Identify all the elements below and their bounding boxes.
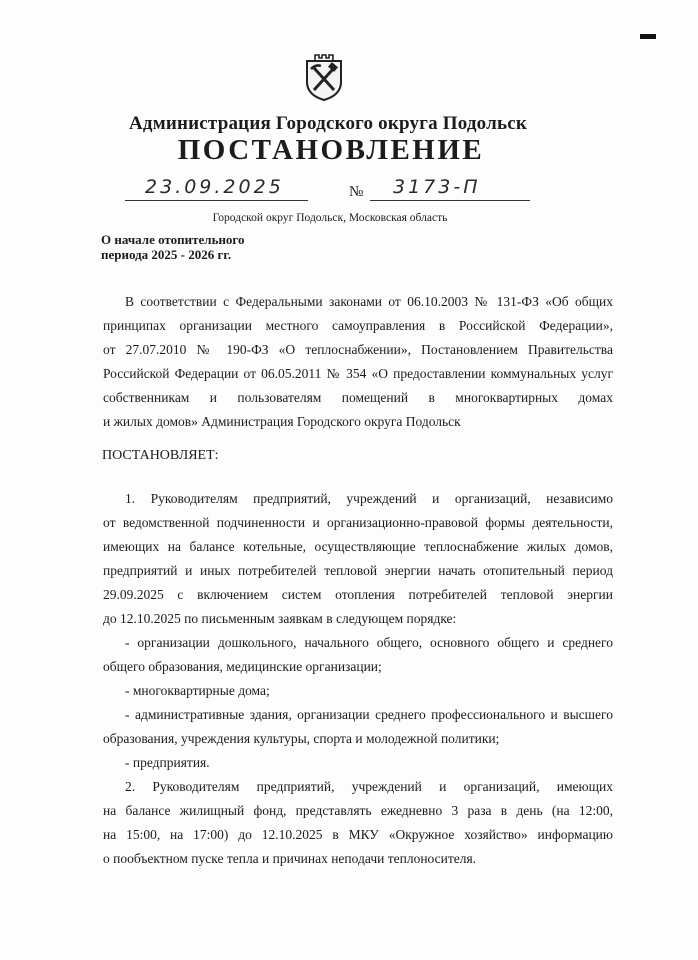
document-type: ПОСТАНОВЛЕНИЕ bbox=[177, 134, 485, 166]
document-place: Городской округ Подольск, Московская область bbox=[212, 212, 448, 224]
preamble-line: принципах организации местного самоуправления в Российской Федерации», bbox=[103, 318, 613, 333]
order-list-item: общего образования, медицинские организации; bbox=[103, 659, 382, 674]
clause-1-line: 29.09.2025 с включением систем отопления потребителей тепловой энергии bbox=[103, 587, 613, 602]
order-list-item: - организации дошкольного, начального общего, основного общего и среднего bbox=[125, 635, 613, 650]
document-date: 23.09.2025 bbox=[145, 176, 284, 198]
clause-2-line: о пообъектном пуске тепла и причинах неподачи теплоносителя. bbox=[103, 851, 477, 866]
organization-name: Администрация Городского округа Подольск bbox=[128, 113, 527, 134]
number-underline bbox=[370, 200, 530, 201]
clause-2-line: 2. Руководителям предприятий, учреждений и организаций, имеющих bbox=[125, 779, 613, 794]
subject-line: периода 2025 - 2026 гг. bbox=[101, 247, 232, 262]
document-number: 3173-П bbox=[393, 176, 481, 198]
clause-2-line: на балансе жилищный фонд, представлять ежедневно 3 раза в день (на 12:00, bbox=[103, 803, 613, 818]
clause-1-line: 1. Руководителям предприятий, учреждений и организаций, независимо bbox=[125, 491, 613, 506]
number-sign: № bbox=[349, 184, 364, 200]
clause-2-line: на 15:00, на 17:00) до 12.10.2025 в МКУ «Окружное хозяйство» информацию bbox=[103, 827, 613, 842]
order-list-item: - административные здания, организации среднего профессионального и высшего bbox=[125, 707, 613, 722]
preamble-line: В соответствии с Федеральными законами от 06.10.2003 № 131-ФЗ «Об общих bbox=[125, 294, 613, 309]
preamble-line: от 27.07.2010 № 190-ФЗ «О теплоснабжении», Постановлением Правительства bbox=[103, 342, 613, 357]
clause-1-line: имеющих на балансе котельные, осуществляющие теплоснабжение жилых домов, bbox=[103, 539, 613, 554]
clause-1-line: до 12.10.2025 по письменным заявкам в следующем порядке: bbox=[103, 611, 457, 626]
resolve-label: ПОСТАНОВЛЯЕТ: bbox=[102, 448, 219, 463]
order-list-item: - предприятия. bbox=[125, 755, 210, 770]
order-list-item: образования, учреждения культуры, спорта и молодежной политики; bbox=[103, 731, 500, 746]
scan-artifact bbox=[640, 34, 656, 39]
subject-line: О начале отопительного bbox=[101, 232, 245, 247]
clause-1-line: предприятий и иных потребителей тепловой энергии начать отопительный период bbox=[103, 563, 613, 578]
podolsk-coat-of-arms-icon bbox=[304, 52, 344, 102]
preamble-line: собственникам и пользователям помещений в многоквартирных домах bbox=[103, 390, 613, 405]
clause-1-line: от ведомственной подчиненности и организационно-правовой формы деятельности, bbox=[103, 515, 613, 530]
preamble-line: и жилых домов» Администрация Городского округа Подольск bbox=[103, 414, 461, 429]
document-subject bbox=[101, 232, 245, 262]
order-list-item: - многоквартирные дома; bbox=[125, 683, 270, 698]
date-underline bbox=[125, 200, 308, 201]
preamble-line: Российской Федерации от 06.05.2011 № 354 «О предоставлении коммунальных услуг bbox=[103, 366, 613, 381]
